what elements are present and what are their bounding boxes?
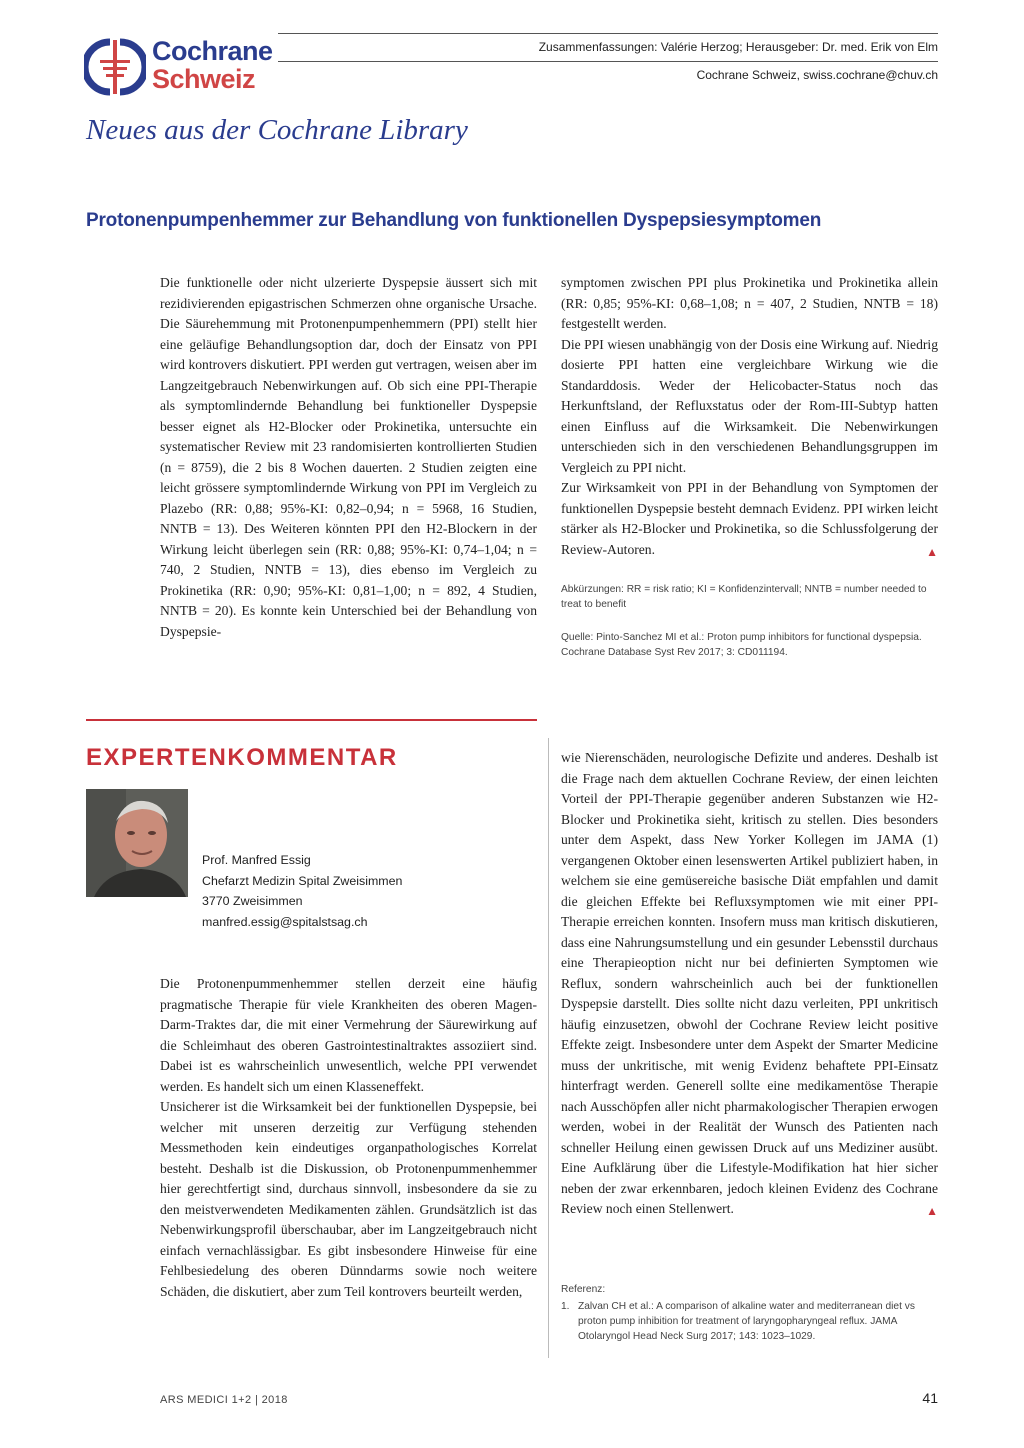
reference-text: Zalvan CH et al.: A comparison of alkaline water and mediterranean diet vs proton pump inhibition for treatment of laryngopharyngeal reflux. JAMA Otolaryngol Head Neck Surg 2017; 143: 1023–1029. [578,1301,915,1342]
abbreviations-note: Abkürzungen: RR = risk ratio; KI = Konfidenzintervall; NNTB = number needed to treat to benefit [561,584,927,610]
header-rule-middle [278,61,938,62]
expert-paragraph: Die Protonenpummenhemmer stellen derzeit eine häufig pragmatische Therapie für viele Krankheiten des oberen Magen-Darm-Traktes dar, die mit einer Vermehrung der Säurewirkung auf die Schleimhaut des oberen Gastrointestinaltraktes assoziiert sind. Dabei ist es wahrscheinlich unwesentlich, welche PPI verwendet werden. Es handelt sich um einen Klasseneffekt. [160,976,537,1094]
summary-paragraph: symptomen zwischen PPI plus Prokinetika und Prokinetika allein (RR: 0,85; 95%-KI: 0,68–1,08; n = 407, 2 Studien, NNTB = 18) festgestellt werden. [561,275,938,331]
expert-paragraph-final [561,748,938,1220]
page-number: 41 [922,1390,938,1406]
header-rule-top [278,33,938,34]
reference-block [561,1282,938,1344]
author-info [202,850,402,932]
footer-publication: ARS MEDICI 1+2 | 2018 [160,1394,288,1406]
logo-wordmark-line2: Schweiz [152,64,256,94]
portrait-image [86,789,188,897]
end-triangle-icon: ▲ [926,1204,938,1218]
logo-wordmark-line1: Cochrane [152,36,273,66]
summary-column-left [160,273,537,642]
reference-number: 1. [561,1301,570,1312]
summary-paragraph-final [561,478,938,560]
expert-paragraph: Unsicherer ist die Wirksamkeit bei der funktionellen Dyspepsie, bei welcher mit unseren derzeitig zur Verfügung stehenden Messmethoden kein eindeutiges organpathologisches Korrelat besteht. Deshalb ist die Diskussion, ob Protonenpummenhemmer hier gerechtfertigt sind, durchaus sinnvoll, insbesondere da sie zu den meistverwendeten Medikamenten zählen. Grundsätzlich ist das Nebenwirkungsprofil überschaubar, aber im Langzeitgebrauch nicht einfach vernachlässigbar. Es gibt insbesondere Hinweise für eine Fehlbesiedelung des oberen Dünndarms sowie noch weitere Schäden, die diskutiert, aber zum Teil kontrovers beurteilt werden, [160,1099,537,1299]
column-divider [548,738,549,1358]
summary-paragraph: Die funktionelle oder nicht ulzerierte Dyspepsie äussert sich mit rezidivierenden epigastrischen Schmerzen ohne organische Ursache. Die Säurehemmung mit Protonenpumpenhemmern (PPI) stellt hier eine geläufige Behandlungsoption dar, doch der Einsatz von PPI wird kontrovers diskutiert. PPI werden gut vertragen, weisen aber im Langzeitgebrauch Nebenwirkungen auf. Ob sich eine PPI-Therapie als symptomlindernde Behandlung bei funktioneller Dyspepsie besser eignet als H2-Blocker oder Prokinetika, untersuchte ein systematischer Review mit 23 randomisierten kontrollierten Studien (n = 8759), die 2 bis 8 Wochen dauerten. 2 Studien zeigten eine leicht grössere symptomlindernde Wirkung von PPI im Vergleich zu Plazebo (RR: 0,88; 95%-KI: 0,82–0,94; n = 5968, 16 Studien, NNTB = 13). Des Weiteren könnten PPI den H2-Blockern in der Wirkung leicht überlegen sein (RR: 0,88; 95%-KI: 0,74–1,04; n = 740, 2 Studien, NNTB = 13), dies ebenso im Vergleich zu Prokinetika (RR: 0,90; 95%-KI: 0,81–1,00; n = 892, 4 Studien, NNTB = 20). Es konnte kein Unterschied bei der Behandlung von Dyspepsie- [160,275,537,639]
section-title: Neues aus der Cochrane Library [86,114,468,146]
expert-column-left [160,974,537,1302]
summary-paragraph: Die PPI wiesen unabhängig von der Dosis eine Wirkung auf. Niedrig dosierte PPI hatten eine vergleichbare Wirkung wie die Standarddosis. Weder der Helicobacter-Status noch das Herkunftsland, der Refluxstatus oder der Rom-III-Subtyp hatten einen Einfluss auf die Wirksamkeit. Die Nebenwirkungen unterschieden sich in den verschiedenen Behandlungsgruppen im Vergleich zu PPI nicht. [561,336,938,475]
summary-column-right [561,273,938,562]
header-contact: Cochrane Schweiz, swiss.cochrane@chuv.ch [696,68,938,82]
expert-column-right [561,748,938,1222]
expert-section-rule [86,719,537,721]
author-portrait [86,789,188,897]
author-email[interactable]: manfred.essig@spitalstsag.ch [202,914,368,929]
author-name: Prof. Manfred Essig [202,853,311,867]
expert-final-text: wie Nierenschäden, neurologische Defizite und anderes. Deshalb ist die Frage nach dem aktuellen Cochrane Review, der einen leichten Vorteil der PPI-Therapie gegenüber anderen Substanzen wie H2-Blocker und Prokinetika sieht, kritisch zu stellen. Dies besonders unter dem Aspekt, dass New Yorker Kollegen im JAMA (1) vergangenen Oktober einen lesenswerten Artikel publiziert haben, in welchem sie eine gemüsereiche basische Diät empfahlen und damit die gleichen Effekte bei Refluxsymptomen wie mit einer PPI-Therapie erreichen konnten. Insofern muss man kritisch diskutieren, dass eine Nahrungsumstellung und ein gesunder Lebensstil durchaus eine Therapieoption nicht nur bei definierten Symptomen wie Reflux, sondern wahrscheinlich auch bei der funktionellen Dyspepsie darstellt. Dies sollte nicht dazu verleiten, PPI unkritisch häufig einzusetzen, obwohl der Cochrane Review leicht positive Effekte zeigt. Insbesondere unter dem Aspekt der Smarter Medicine muss der unkritische, mit wenig Evidenz behaftete PPI-Einsatz hinterfragt werden. Generell sollte eine medikamentöse Therapie nach Ausschöpfen aller nicht pharmakologischer Therapien erwogen werden, wobei in der Realität der Wunsch des Patienten nach schneller Heilung einen gewissen Druck auf uns Mediziner ausübt. Eine Aufklärung über die Lifestyle-Modifikation hat hier sicher neben der zwar erkennbaren, jedoch kleinen Evidenz des Cochrane Review noch einen Stellenwert. [561,750,938,1216]
cochrane-logo-icon [84,36,146,98]
author-role: Chefarzt Medizin Spital Zweisimmen [202,873,403,888]
author-address: 3770 Zweisimmen [202,894,303,908]
expert-heading: EXPERTENKOMMENTAR [86,744,398,771]
header-contributors: Zusammenfassungen: Valérie Herzog; Herausgeber: Dr. med. Erik von Elm [538,40,938,54]
reference-label: Referenz: [561,1284,606,1295]
source-note: Quelle: Pinto-Sanchez MI et al.: Proton pump inhibitors for functional dyspepsia. Cochrane Database Syst Rev 2017; 3: CD011194. [561,632,922,658]
end-triangle-icon: ▲ [926,544,938,559]
reference-item [561,1299,938,1344]
summary-final-text: Zur Wirksamkeit von PPI in der Behandlung von Symptomen der funktionellen Dyspepsie besteht demnach Evidenz. PPI wirken leicht stärker als H2-Blocker und Prokinetika, so die Schlussfolgerung der Review-Autoren. [561,480,938,557]
article-title: Protonenpumpenhemmer zur Behandlung von funktionellen Dyspepsiesymptomen [86,210,822,231]
